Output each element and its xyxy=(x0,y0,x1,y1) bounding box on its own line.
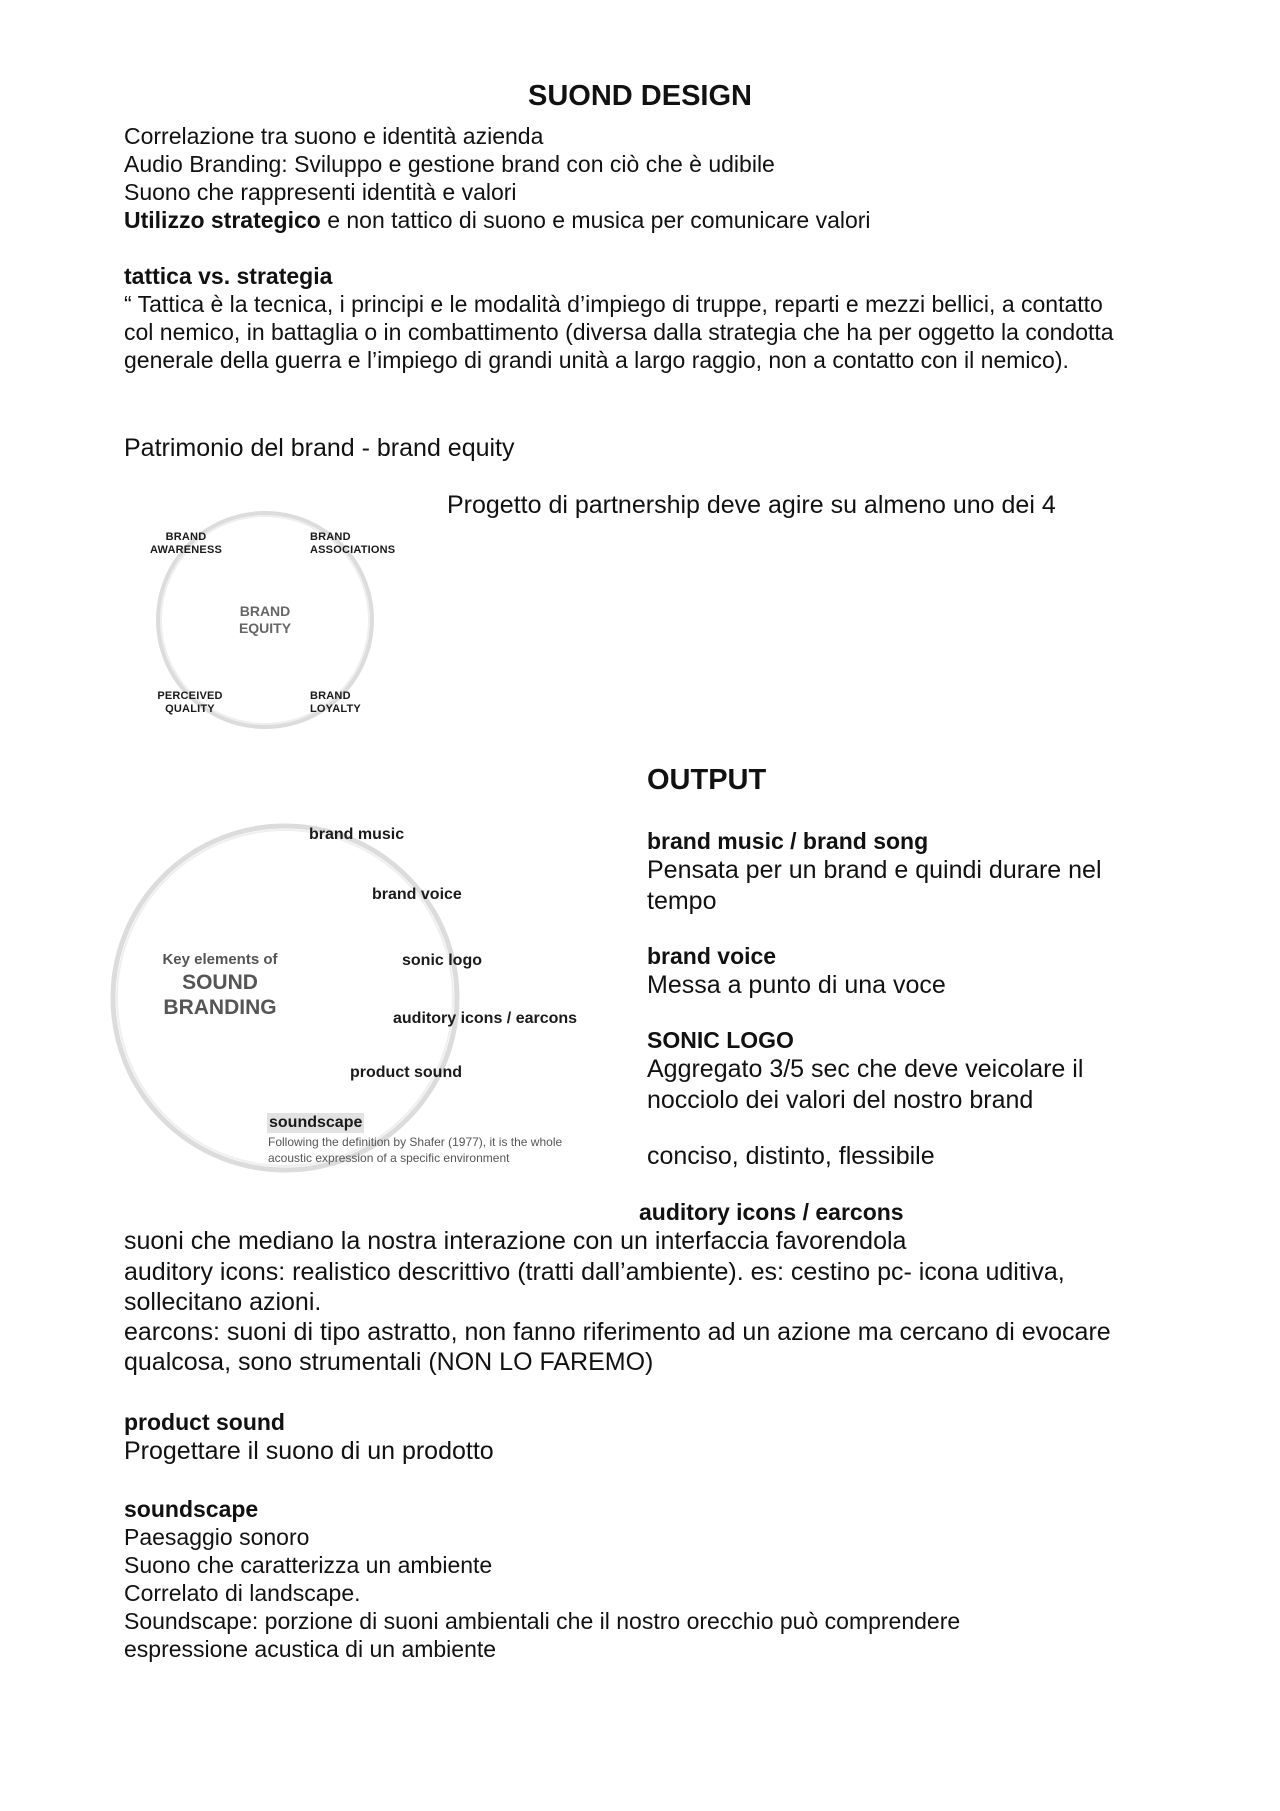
intro-line-4-rest: e non tattico di suono e musica per comunicare valori xyxy=(320,207,871,233)
diagram-brand-music-label: brand music xyxy=(309,826,405,843)
brand-voice-heading: brand voice xyxy=(647,943,777,969)
brand-awareness-label: BRAND AWARENESS xyxy=(149,531,223,556)
diagram-brand-voice-label: brand voice xyxy=(372,886,462,903)
diagram-footnote-line-2: acoustic expression of a specific environment xyxy=(268,1151,510,1165)
output-heading: OUTPUT xyxy=(647,764,767,796)
auditory-line-3: sollecitano azioni. xyxy=(124,1288,322,1316)
tactics-line-2: col nemico, in battaglia o in combattimento (diversa dalla strategia che ha per oggetto la condotta xyxy=(124,319,1114,345)
soundscape-heading: soundscape xyxy=(124,1496,259,1522)
intro-line-3: Suono che rappresenti identità e valori xyxy=(124,179,517,205)
intro-line-1: Correlazione tra suono e identità azienda xyxy=(124,123,544,149)
equity-heading: Patrimonio del brand - brand equity xyxy=(124,434,515,462)
diagram-footnote-line-1: Following the definition by Shafer (1977), it is the whole xyxy=(268,1135,563,1149)
sonic-logo-line-1: Aggregato 3/5 sec che deve veicolare il xyxy=(647,1055,1084,1083)
soundscape-line-4: Soundscape: porzione di suoni ambientali che il nostro orecchio può comprendere xyxy=(124,1608,961,1634)
auditory-line-1: suoni che mediano la nostra interazione con un interfaccia favorendola xyxy=(124,1227,907,1255)
auditory-line-4: earcons: suoni di tipo astratto, non fanno riferimento ad un azione ma cercano di evocare xyxy=(124,1318,1111,1346)
diagram-soundscape-label: soundscape xyxy=(269,1114,363,1131)
key-elements-label: Key elements of xyxy=(162,951,278,968)
brand-voice-line-1: Messa a punto di una voce xyxy=(647,971,946,999)
equity-note: Progetto di partnership deve agire su almeno uno dei 4 xyxy=(447,491,1056,519)
branding-label: BRANDING xyxy=(163,996,277,1019)
perceived-quality-label: PERCEIVED QUALITY xyxy=(157,690,223,715)
diagram-sonic-logo-label: sonic logo xyxy=(402,952,482,969)
soundscape-line-2: Suono che caratterizza un ambiente xyxy=(124,1552,493,1578)
intro-line-4-bold: Utilizzo strategico xyxy=(124,207,321,233)
soundscape-line-1: Paesaggio sonoro xyxy=(124,1524,310,1550)
sonic-logo-line-3: conciso, distinto, flessibile xyxy=(647,1142,935,1170)
brand-music-line-2: tempo xyxy=(647,887,717,915)
sound-branding-diagram xyxy=(105,815,625,1175)
page-title: SUOND DESIGN xyxy=(528,80,752,112)
brand-equity-center-label: BRAND EQUITY xyxy=(238,603,292,636)
tactics-line-3: generale della guerra e l’impiego di grandi unità a largo raggio, non a contatto con il nemico). xyxy=(124,347,1069,373)
auditory-line-5: qualcosa, sono strumentali (NON LO FAREMO) xyxy=(124,1348,654,1376)
brand-equity-diagram xyxy=(130,505,430,735)
sonic-logo-heading: SONIC LOGO xyxy=(647,1027,794,1053)
tactics-line-1: “ Tattica è la tecnica, i principi e le modalità d’impiego di truppe, reparti e mezzi bellici, a contatto xyxy=(124,291,1103,317)
brand-music-heading: brand music / brand song xyxy=(647,828,929,854)
auditory-heading: auditory icons / earcons xyxy=(639,1199,904,1225)
brand-music-line-1: Pensata per un brand e quindi durare nel xyxy=(647,856,1102,884)
auditory-line-2: auditory icons: realistico descrittivo (tratti dall’ambiente). es: cestino pc- icona uditiva, xyxy=(124,1258,1065,1286)
tactics-heading: tattica vs. strategia xyxy=(124,263,333,289)
diagram-auditory-icons-label: auditory icons / earcons xyxy=(393,1010,578,1027)
product-sound-line-1: Progettare il suono di un prodotto xyxy=(124,1437,494,1465)
intro-line-4 xyxy=(124,206,871,234)
soundscape-line-3: Correlato di landscape. xyxy=(124,1580,361,1606)
product-sound-heading: product sound xyxy=(124,1409,285,1435)
sonic-logo-line-2: nocciolo dei valori del nostro brand xyxy=(647,1086,1034,1114)
brand-associations-label: BRAND ASSOCIATIONS xyxy=(310,531,396,556)
diagram-product-sound-label: product sound xyxy=(350,1064,462,1081)
brand-loyalty-label: BRAND LOYALTY xyxy=(310,690,361,715)
sound-label: SOUND xyxy=(182,971,258,994)
intro-line-2: Audio Branding: Sviluppo e gestione brand con ciò che è udibile xyxy=(124,151,775,177)
soundscape-line-5: espressione acustica di un ambiente xyxy=(124,1636,497,1662)
